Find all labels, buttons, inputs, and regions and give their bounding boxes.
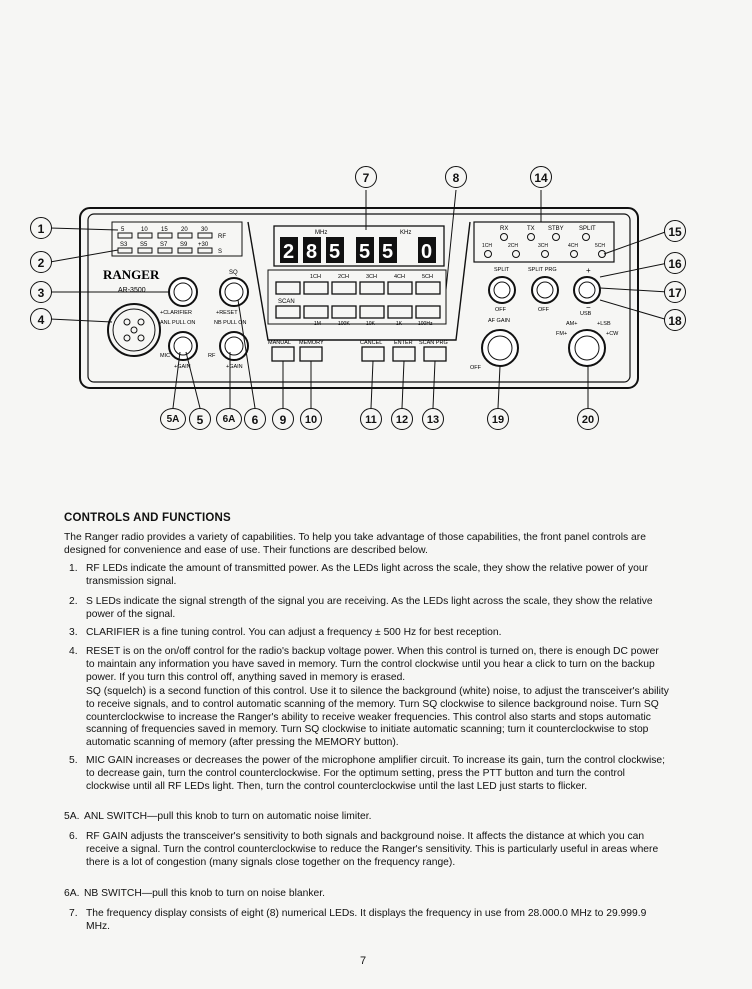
mhz-label: MHz xyxy=(315,230,328,236)
rf-label: RF xyxy=(218,234,226,240)
cw-label: +CW xyxy=(606,331,619,337)
step-100hz: 100Hz xyxy=(418,321,433,327)
mic-gain-knob[interactable] xyxy=(169,332,197,360)
mem-3ch: 3CH xyxy=(366,274,378,280)
mem-2ch: 2CH xyxy=(338,274,350,280)
status-leds xyxy=(501,234,590,241)
page-number: 7 xyxy=(360,955,367,967)
item-number: 7. xyxy=(69,908,78,919)
scan-label: SCAN xyxy=(278,299,295,305)
clarifier-label: +CLARIFIER xyxy=(160,310,192,316)
status-tx: TX xyxy=(527,226,535,232)
sq-reset-knob[interactable] xyxy=(220,278,248,306)
item-text: MIC GAIN increases or decreases the power of the microphone amplifier circuit. To increase its gain, turn the control clockwise; to decrease gain, turn the control counterclockwise. For the optimum setting, press the PTT button and turn the control clockwise until all RF LEDs light. Then, turn the control counterclockwise until the last LED just starts to flicker. xyxy=(86,755,665,792)
s-scale-s5: S5 xyxy=(140,242,148,248)
callout-5: 5 xyxy=(189,408,211,430)
step-1m: 1M xyxy=(314,321,321,327)
led-4ch: 4CH xyxy=(568,243,579,249)
item-text: RESET is on the on/off control for the radio's backup voltage power. When this control is turned on, there is enough DC power to maintain any information you have saved in memory. Turn the control clockwise until you hear a click to turn on the backup power. If you turn this control off, anything saved in memory is erased. xyxy=(86,646,659,683)
clarifier-knob[interactable] xyxy=(169,278,197,306)
s-led-row xyxy=(118,248,212,253)
step-keys-row[interactable] xyxy=(276,306,440,318)
step-10k: 10K xyxy=(366,321,375,327)
cancel-label: CANCEL xyxy=(360,340,383,346)
rf-scale-20: 20 xyxy=(181,227,188,233)
am-label: AM+ xyxy=(566,321,578,327)
s-scale-plus30: +30 xyxy=(198,242,209,248)
manual-label: MANUAL xyxy=(268,340,291,346)
mem-4ch: 4CH xyxy=(394,274,406,280)
rf-led-row xyxy=(118,233,212,238)
nb-label: NB PULL ON xyxy=(214,320,247,326)
brand-logo: RANGER xyxy=(103,267,160,282)
callout-7: 7 xyxy=(355,166,377,188)
manual-button[interactable] xyxy=(272,347,294,361)
callout-17: 17 xyxy=(664,281,686,303)
led-3ch: 3CH xyxy=(538,243,549,249)
split-prg-label: SPLIT PRG xyxy=(528,267,557,273)
callout-4: 4 xyxy=(30,308,52,330)
rf-scale-5: 5 xyxy=(121,227,125,233)
item-number: 1. xyxy=(69,563,78,574)
s-label: S xyxy=(218,249,223,255)
status-stby: STBY xyxy=(548,226,564,232)
mic-gain-label: +GAIN xyxy=(174,364,191,370)
digit-1: 2 xyxy=(283,241,295,263)
status-rx: RX xyxy=(500,226,509,232)
khz-label: KHz xyxy=(400,230,412,236)
callout-19: 19 xyxy=(487,408,509,430)
step-100k: 100K xyxy=(338,321,350,327)
model-label: AR-3500 xyxy=(118,287,146,294)
callout-5a: 5A xyxy=(160,408,186,430)
reset-label: +RESET xyxy=(216,310,238,316)
callout-1: 1 xyxy=(30,217,52,239)
freq-digits xyxy=(280,237,436,263)
digit-5: 5 xyxy=(382,241,394,263)
memory-label: MEMORY xyxy=(299,340,324,346)
rf-gain-label: +GAIN xyxy=(226,364,243,370)
callout-20: 20 xyxy=(577,408,599,430)
callout-leader-lines xyxy=(50,190,668,408)
anl-label: ANL PULL ON xyxy=(160,320,196,326)
callout-16: 16 xyxy=(664,252,686,274)
memory-button[interactable] xyxy=(300,347,322,361)
memory-keys-row[interactable] xyxy=(276,282,440,294)
callout-3: 3 xyxy=(30,281,52,303)
split-knob[interactable] xyxy=(489,277,515,303)
item-number: 4. xyxy=(69,646,78,657)
radio-front-panel-diagram xyxy=(0,0,752,470)
digit-3: 5 xyxy=(329,241,341,263)
tuning-knob[interactable] xyxy=(574,277,600,303)
item-number: 5. xyxy=(69,755,78,766)
callout-2: 2 xyxy=(30,251,52,273)
s-scale-s7: S7 xyxy=(160,242,168,248)
mic-connector xyxy=(108,304,160,356)
status-split: SPLIT xyxy=(579,226,596,232)
digit-6: 0 xyxy=(421,241,433,263)
callout-6: 6 xyxy=(244,408,266,430)
fm-label: FM+ xyxy=(556,331,568,337)
item-text: CLARIFIER is a fine tuning control. You can adjust a frequency ± 500 Hz for best reception. xyxy=(86,627,502,638)
split-label: SPLIT xyxy=(494,267,510,273)
up-plus-label: + xyxy=(586,266,591,275)
item-number: 3. xyxy=(69,627,78,638)
item-text: ANL SWITCH—pull this knob to turn on automatic noise limiter. xyxy=(84,811,372,822)
item-text: RF GAIN adjusts the transceiver's sensitivity to both signals and background noise. It affects the distance at which you can receive a signal. Turn the control counterclockwise to reduce the Ranger's sensitivity. This is particularly useful in areas where there is a lot of congestion (many signals close together on the frequency range). xyxy=(86,831,659,868)
callout-12: 12 xyxy=(391,408,413,430)
callout-15: 15 xyxy=(664,220,686,242)
rf-scale-10: 10 xyxy=(141,227,148,233)
mem-5ch: 5CH xyxy=(422,274,434,280)
item-number: 5A. xyxy=(64,811,80,822)
led-5ch: 5CH xyxy=(595,243,606,249)
digit-4: 5 xyxy=(359,241,371,263)
rf-scale-30: 30 xyxy=(201,227,208,233)
item-number: 6A. xyxy=(64,888,80,899)
scan-prg-button[interactable] xyxy=(424,347,446,361)
section-heading: CONTROLS AND FUNCTIONS xyxy=(64,512,231,524)
af-gain-volume-knob[interactable] xyxy=(482,330,518,366)
item-text: NB SWITCH—pull this knob to turn on noise blanker. xyxy=(84,888,325,899)
callout-8: 8 xyxy=(445,166,467,188)
lsb-label: +LSB xyxy=(597,321,611,327)
scan-prg-label: SCAN PRG xyxy=(419,340,448,346)
item-text: The frequency display consists of eight (8) numerical LEDs. It displays the frequency in use from 28.000.0 MHz to 29.999.9 MHz. xyxy=(86,908,647,932)
led-1ch: 1CH xyxy=(482,243,493,249)
s-scale-s9: S9 xyxy=(180,242,188,248)
callout-10: 10 xyxy=(300,408,322,430)
split-prg-off-label: OFF xyxy=(538,307,549,313)
usb-label: USB xyxy=(580,311,592,317)
split-prg-knob[interactable] xyxy=(532,277,558,303)
mode-selector-knob[interactable] xyxy=(569,330,605,366)
rf-label-knob: RF xyxy=(208,353,216,359)
rf-scale-15: 15 xyxy=(161,227,168,233)
intro-paragraph: The Ranger radio provides a variety of capabilities. To help you take advantage of those capabilities, the front panel controls are designed for convenience and ease of use. Their functions are described below. xyxy=(64,532,646,556)
item-text: RF LEDs indicate the amount of transmitted power. As the LEDs light across the scale, they show the relative power of your transmission signal. xyxy=(86,563,649,587)
item-text: SQ (squelch) is a second function of this control. Use it to silence the background (white) noise, to adjust the transceiver's ability to receive signals, and to control automatic scanning of the memory. Turn SQ clockwise to silence background noise. Turn SQ counterclockwise to increase the Ranger's ability to receive weaker frequencies. This control also starts and stops automatic scanning of frequencies saved in memory. Turn SQ clockwise to initiate automatic scanning; turn it counterclockwise to stop automatic scanning of memory (after pressing the MEMORY button). xyxy=(86,686,669,749)
cancel-button[interactable] xyxy=(362,347,384,361)
digit-2: 8 xyxy=(306,241,318,263)
af-gain-label: AF GAIN xyxy=(488,318,511,324)
step-1k: 1K xyxy=(396,321,403,327)
callout-11: 11 xyxy=(360,408,382,430)
led-2ch: 2CH xyxy=(508,243,519,249)
callout-13: 13 xyxy=(422,408,444,430)
split-off-label: OFF xyxy=(495,307,506,313)
mic-label: MIC xyxy=(160,353,171,359)
enter-button[interactable] xyxy=(393,347,415,361)
callout-6a: 6A xyxy=(216,408,242,430)
af-off-label: OFF xyxy=(470,365,481,371)
item-text: S LEDs indicate the signal strength of the signal you are receiving. As the LEDs light across the scale, they show the relative power of the signal. xyxy=(86,596,653,620)
callout-9: 9 xyxy=(272,408,294,430)
callout-18: 18 xyxy=(664,309,686,331)
down-minus-label: − xyxy=(586,303,591,312)
sq-label: SQ xyxy=(229,270,238,276)
channel-leds xyxy=(485,251,606,258)
item-number: 6. xyxy=(69,831,78,842)
item-number: 2. xyxy=(69,596,78,607)
keypad-box xyxy=(268,270,446,324)
enter-label: ENTER xyxy=(394,340,413,346)
s-scale-s3: S3 xyxy=(120,242,128,248)
callout-14: 14 xyxy=(530,166,552,188)
mem-1ch: 1CH xyxy=(310,274,322,280)
